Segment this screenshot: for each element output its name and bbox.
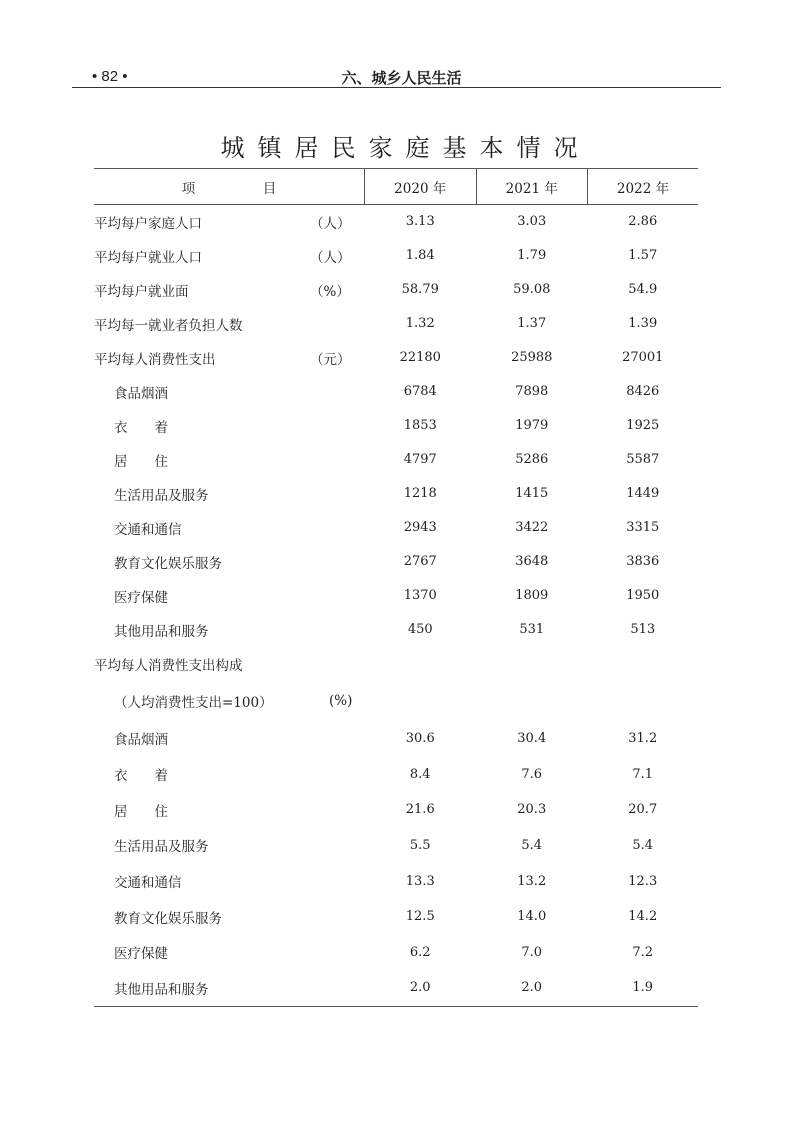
value-cell: 1925 — [626, 418, 660, 433]
value-cell: 1.9 — [632, 980, 654, 996]
table-row — [94, 681, 698, 721]
row-label: 平均每户就业人口 — [94, 249, 202, 266]
row-label-cell — [94, 307, 365, 341]
row-label: 平均每一就业者负担人数 — [94, 317, 243, 334]
value-cell: 6784 — [403, 384, 437, 399]
row-label: 衣 着 — [114, 419, 168, 436]
table-row — [94, 511, 698, 545]
value-cell: 450 — [407, 622, 433, 637]
row-label: 教育文化娱乐服务 — [114, 910, 222, 927]
column-header-2020: 2020 年 — [365, 169, 477, 205]
value-cell: 2767 — [403, 554, 437, 569]
value-cell: 6.2 — [409, 944, 431, 960]
value-cell: 3.13 — [405, 214, 435, 230]
row-unit: （%） — [310, 283, 350, 300]
table-row — [94, 792, 698, 828]
table-row — [94, 443, 698, 477]
value-cell: 3.03 — [517, 214, 547, 230]
value-cell: 21.6 — [405, 802, 435, 818]
column-header-item: 项 目 — [181, 180, 277, 197]
value-cell: 2.0 — [521, 980, 543, 996]
row-label: 医疗保健 — [114, 946, 168, 963]
value-cell: 3315 — [626, 520, 660, 535]
value-cell: 5.4 — [521, 837, 543, 853]
row-label-cell — [94, 409, 365, 443]
row-label: 食品烟酒 — [114, 732, 168, 749]
table-row — [94, 863, 698, 899]
value-cell — [365, 681, 477, 721]
table-row — [94, 239, 698, 273]
table-row — [94, 409, 698, 443]
value-cell: 59.08 — [513, 282, 551, 297]
row-label-cell — [94, 273, 365, 307]
value-cell: 5587 — [626, 452, 660, 467]
table-row — [94, 545, 698, 579]
value-cell: 5.5 — [409, 837, 431, 853]
value-cell: 4797 — [403, 452, 437, 467]
value-cell: 27001 — [622, 350, 664, 365]
value-cell: 8426 — [626, 384, 660, 399]
row-label-cell — [94, 477, 365, 511]
row-label: 平均每人消费性支出 — [94, 351, 216, 368]
value-cell: 5286 — [515, 452, 549, 467]
value-cell: 1.79 — [517, 248, 547, 263]
value-cell: 1.32 — [405, 316, 435, 331]
value-cell: 531 — [519, 622, 545, 637]
row-label-cell — [94, 511, 365, 545]
row-label: （人均消费性支出=100） — [114, 694, 273, 711]
row-label: 平均每户家庭人口 — [94, 215, 202, 232]
household-table — [94, 168, 698, 1007]
value-cell — [588, 647, 699, 681]
value-cell: 20.3 — [517, 802, 547, 818]
table-row — [94, 273, 698, 307]
row-label: 其他用品和服务 — [114, 623, 209, 640]
table-row — [94, 341, 698, 375]
value-cell — [476, 647, 588, 681]
row-label-cell — [94, 647, 365, 681]
row-label: 居 住 — [114, 453, 168, 470]
value-cell: 1.84 — [405, 248, 435, 263]
value-cell: 2.0 — [409, 980, 431, 996]
chapter-heading: 六、城乡人民生活 — [341, 69, 462, 87]
row-label: 平均每人消费性支出构成 — [94, 657, 243, 674]
value-cell: 30.6 — [405, 730, 435, 746]
table-row — [94, 579, 698, 613]
row-label-cell — [94, 935, 365, 971]
value-cell — [365, 647, 477, 681]
value-cell: 13.3 — [405, 873, 435, 889]
value-cell: 7.0 — [521, 944, 543, 960]
column-header-2021: 2021 年 — [476, 169, 588, 205]
row-label-cell — [94, 681, 365, 721]
value-cell: 7.1 — [632, 766, 654, 782]
value-cell: 1415 — [515, 486, 549, 501]
row-label: 食品烟酒 — [114, 385, 168, 402]
table-row — [94, 613, 698, 647]
row-label-cell — [94, 239, 365, 273]
value-cell: 1.57 — [628, 248, 658, 263]
row-label-cell — [94, 792, 365, 828]
row-label-cell — [94, 899, 365, 935]
value-cell: 513 — [630, 622, 656, 637]
value-cell: 1370 — [403, 588, 437, 603]
row-label-cell — [94, 613, 365, 647]
table-row — [94, 647, 698, 681]
row-label-cell — [94, 545, 365, 579]
value-cell — [588, 681, 699, 721]
value-cell: 1218 — [403, 486, 437, 501]
row-unit: （人） — [310, 215, 351, 232]
value-cell: 7.2 — [632, 944, 654, 960]
row-label: 交通和通信 — [114, 521, 182, 538]
row-label-cell — [94, 756, 365, 792]
column-header-2022: 2022 年 — [588, 169, 699, 205]
row-label-cell — [94, 863, 365, 899]
value-cell: 25988 — [511, 350, 553, 365]
row-label: 生活用品及服务 — [114, 487, 209, 504]
row-label-cell — [94, 579, 365, 613]
row-label-cell — [94, 443, 365, 477]
row-label: 交通和通信 — [114, 875, 182, 892]
table-row — [94, 899, 698, 935]
table-row — [94, 205, 698, 239]
value-cell: 22180 — [399, 350, 441, 365]
value-cell: 1449 — [626, 486, 660, 501]
value-cell: 20.7 — [628, 802, 658, 818]
row-label: 教育文化娱乐服务 — [114, 555, 222, 572]
value-cell: 30.4 — [517, 730, 547, 746]
row-unit: （人） — [310, 249, 351, 266]
row-label: 衣 着 — [114, 768, 168, 785]
value-cell: 58.79 — [401, 282, 439, 297]
row-label: 居 住 — [114, 803, 168, 820]
value-cell: 3648 — [515, 554, 549, 569]
value-cell: 1.39 — [628, 316, 658, 331]
value-cell: 2943 — [403, 520, 437, 535]
table-row — [94, 375, 698, 409]
value-cell: 54.9 — [628, 282, 658, 297]
row-label-cell — [94, 375, 365, 409]
value-cell: 2.86 — [628, 214, 658, 230]
value-cell: 7898 — [515, 384, 549, 399]
row-label: 平均每户就业面 — [94, 283, 189, 300]
row-unit: (%) — [329, 692, 353, 709]
value-cell: 8.4 — [409, 766, 431, 782]
value-cell — [476, 681, 588, 721]
value-cell: 13.2 — [517, 873, 547, 889]
value-cell: 3836 — [626, 554, 660, 569]
table-row — [94, 756, 698, 792]
row-label: 生活用品及服务 — [114, 839, 209, 856]
table-title: 城镇居民家庭基本情况 — [220, 134, 591, 162]
value-cell: 1979 — [515, 418, 549, 433]
value-cell: 3422 — [515, 520, 549, 535]
table-row — [94, 477, 698, 511]
value-cell: 31.2 — [628, 730, 658, 746]
value-cell: 1950 — [626, 588, 660, 603]
row-unit: （元） — [310, 351, 351, 368]
table-row — [94, 970, 698, 1006]
page-number: • 82 • — [92, 68, 128, 85]
header-rule — [72, 87, 721, 88]
table-row — [94, 828, 698, 864]
value-cell: 14.2 — [628, 909, 658, 925]
value-cell: 7.6 — [521, 766, 543, 782]
row-label-cell — [94, 970, 365, 1006]
row-label-cell — [94, 205, 365, 239]
value-cell: 12.3 — [628, 873, 658, 889]
row-label-cell — [94, 828, 365, 864]
table-row — [94, 307, 698, 341]
row-label: 其他用品和服务 — [114, 981, 209, 998]
value-cell: 14.0 — [517, 909, 547, 925]
row-label-cell — [94, 341, 365, 375]
table-header-row — [94, 169, 698, 205]
value-cell: 1809 — [515, 588, 549, 603]
value-cell: 1853 — [403, 418, 437, 433]
value-cell: 5.4 — [632, 837, 654, 853]
row-label-cell — [94, 721, 365, 757]
row-label: 医疗保健 — [114, 589, 168, 606]
table-row — [94, 721, 698, 757]
value-cell: 12.5 — [405, 909, 435, 925]
table-row — [94, 935, 698, 971]
value-cell: 1.37 — [517, 316, 547, 331]
